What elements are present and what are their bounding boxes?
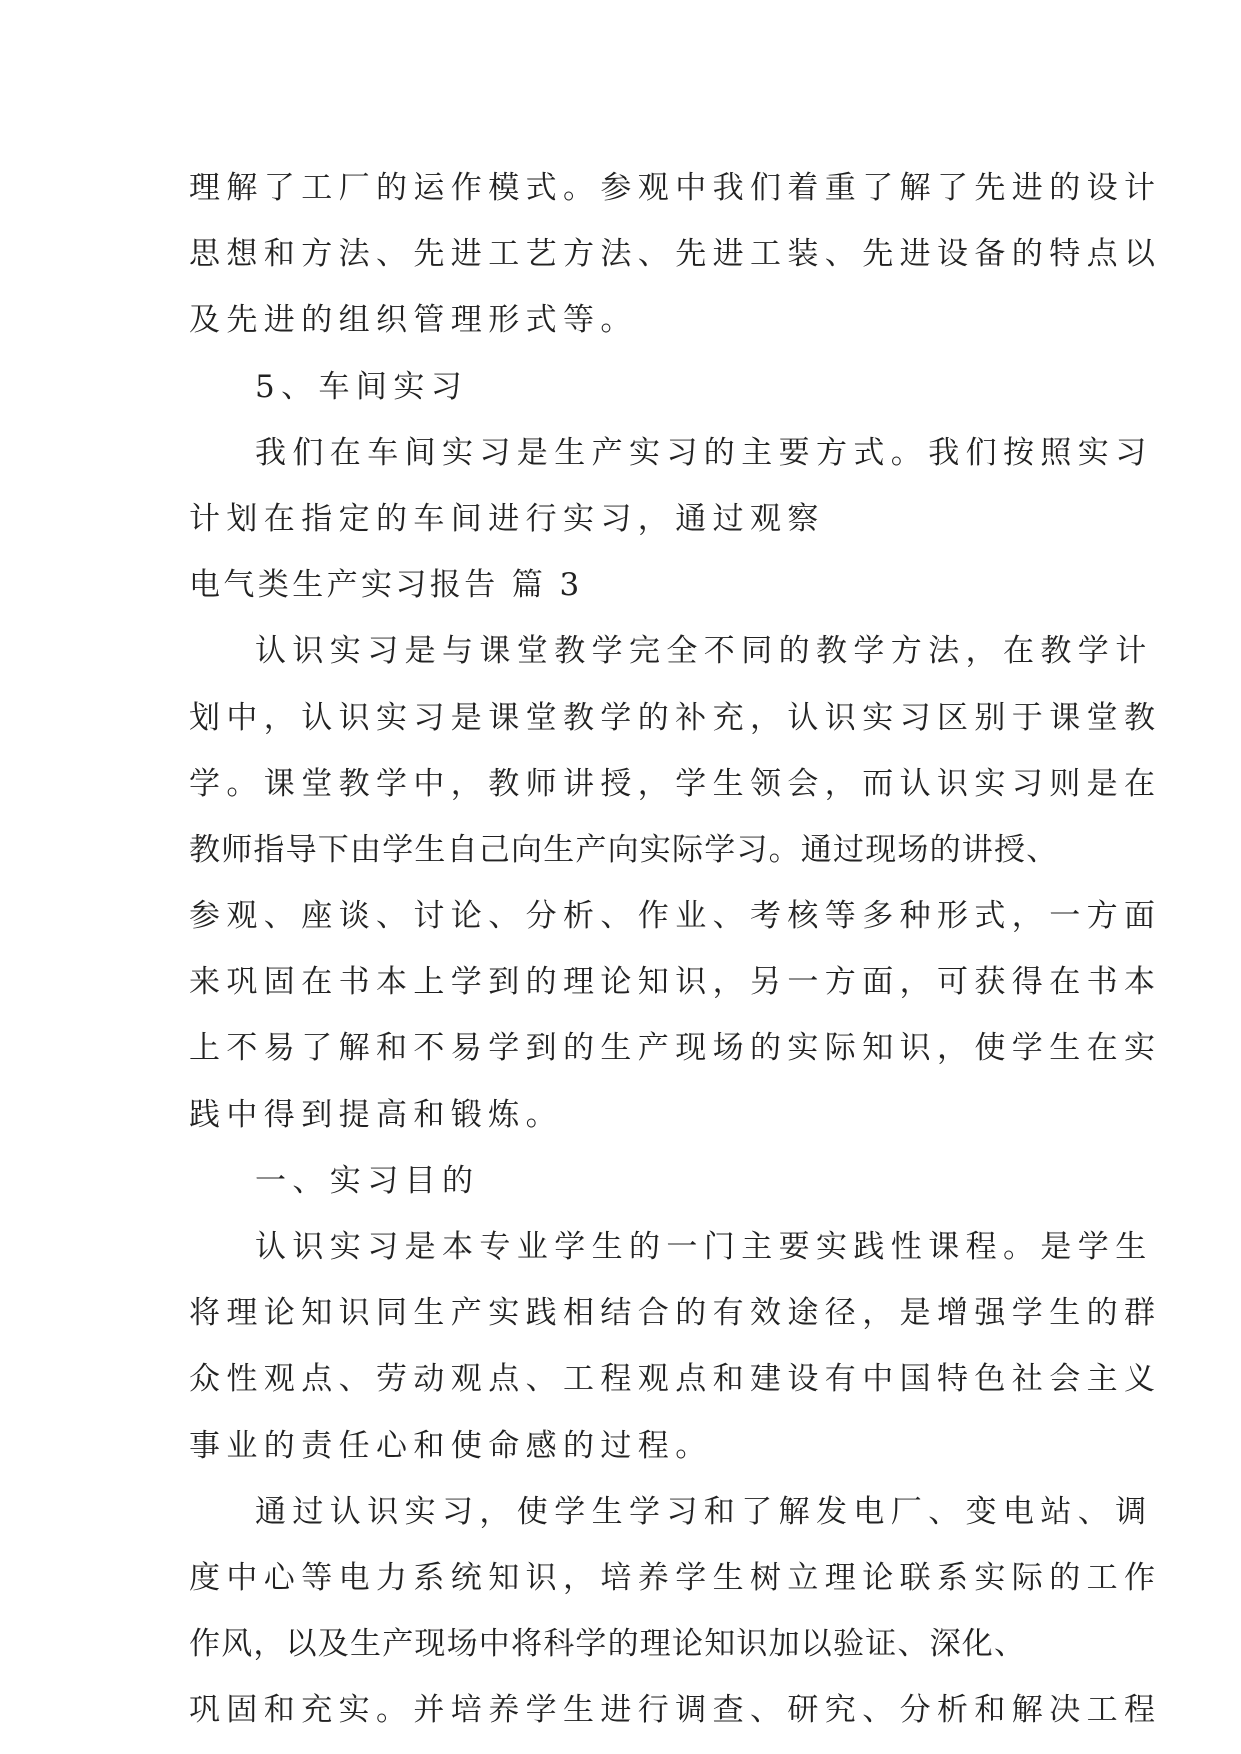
body-line: 认识实习是与课堂教学完全不同的教学方法，在教学计 [255,633,1153,670]
body-line: 参观、座谈、讨论、分析、作业、考核等多种形式，一方面 [189,898,1162,935]
body-line: 事业的责任心和使命感的过程。 [189,1427,713,1464]
article-title: 电气类生产实习报告 篇 3 [189,567,583,604]
body-line: 通过认识实习，使学生学习和了解发电厂、变电站、调 [255,1493,1153,1530]
body-line: 将理论知识同生产实践相结合的有效途径，是增强学生的群 [189,1295,1162,1332]
body-line: 巩固和充实。并培养学生进行调查、研究、分析和解决工程 [189,1692,1162,1729]
body-line: 及先进的组织管理形式等。 [189,302,638,339]
body-line: 度中心等电力系统知识，培养学生树立理论联系实际的工作 [189,1559,1162,1596]
body-line: 众性观点、劳动观点、工程观点和建设有中国特色社会主义 [189,1361,1162,1398]
section-heading-workshop-practice: 5、车间实习 [255,368,469,405]
body-line: 教师指导下由学生自己向生产向实际学习。通过现场的讲授、 [189,831,1059,868]
document-body [189,155,1162,1744]
body-line: 上不易了解和不易学到的生产现场的实际知识，使学生在实 [189,1030,1162,1067]
body-line: 学。课堂教学中，教师讲授，学生领会，而认识实习则是在 [189,765,1162,802]
body-line: 作风，以及生产现场中将科学的理论知识加以验证、深化、 [189,1626,1027,1663]
section-heading-purpose: 一、实习目的 [255,1162,480,1199]
body-line: 来巩固在书本上学到的理论知识，另一方面，可获得在书本 [189,964,1162,1001]
body-line: 思想和方法、先进工艺方法、先进工装、先进设备的特点以 [189,236,1162,273]
body-line: 认识实习是本专业学生的一门主要实践性课程。是学生 [255,1229,1153,1265]
body-line: 计划在指定的车间进行实习，通过观察 [189,500,825,537]
body-line: 划中，认识实习是课堂教学的补充，认识实习区别于课堂教 [189,699,1162,736]
body-line: 理解了工厂的运作模式。参观中我们着重了解了先进的设计 [189,170,1162,206]
body-line: 我们在车间实习是生产实习的主要方式。我们按照实习 [255,434,1153,471]
body-line: 践中得到提高和锻炼。 [189,1096,563,1133]
